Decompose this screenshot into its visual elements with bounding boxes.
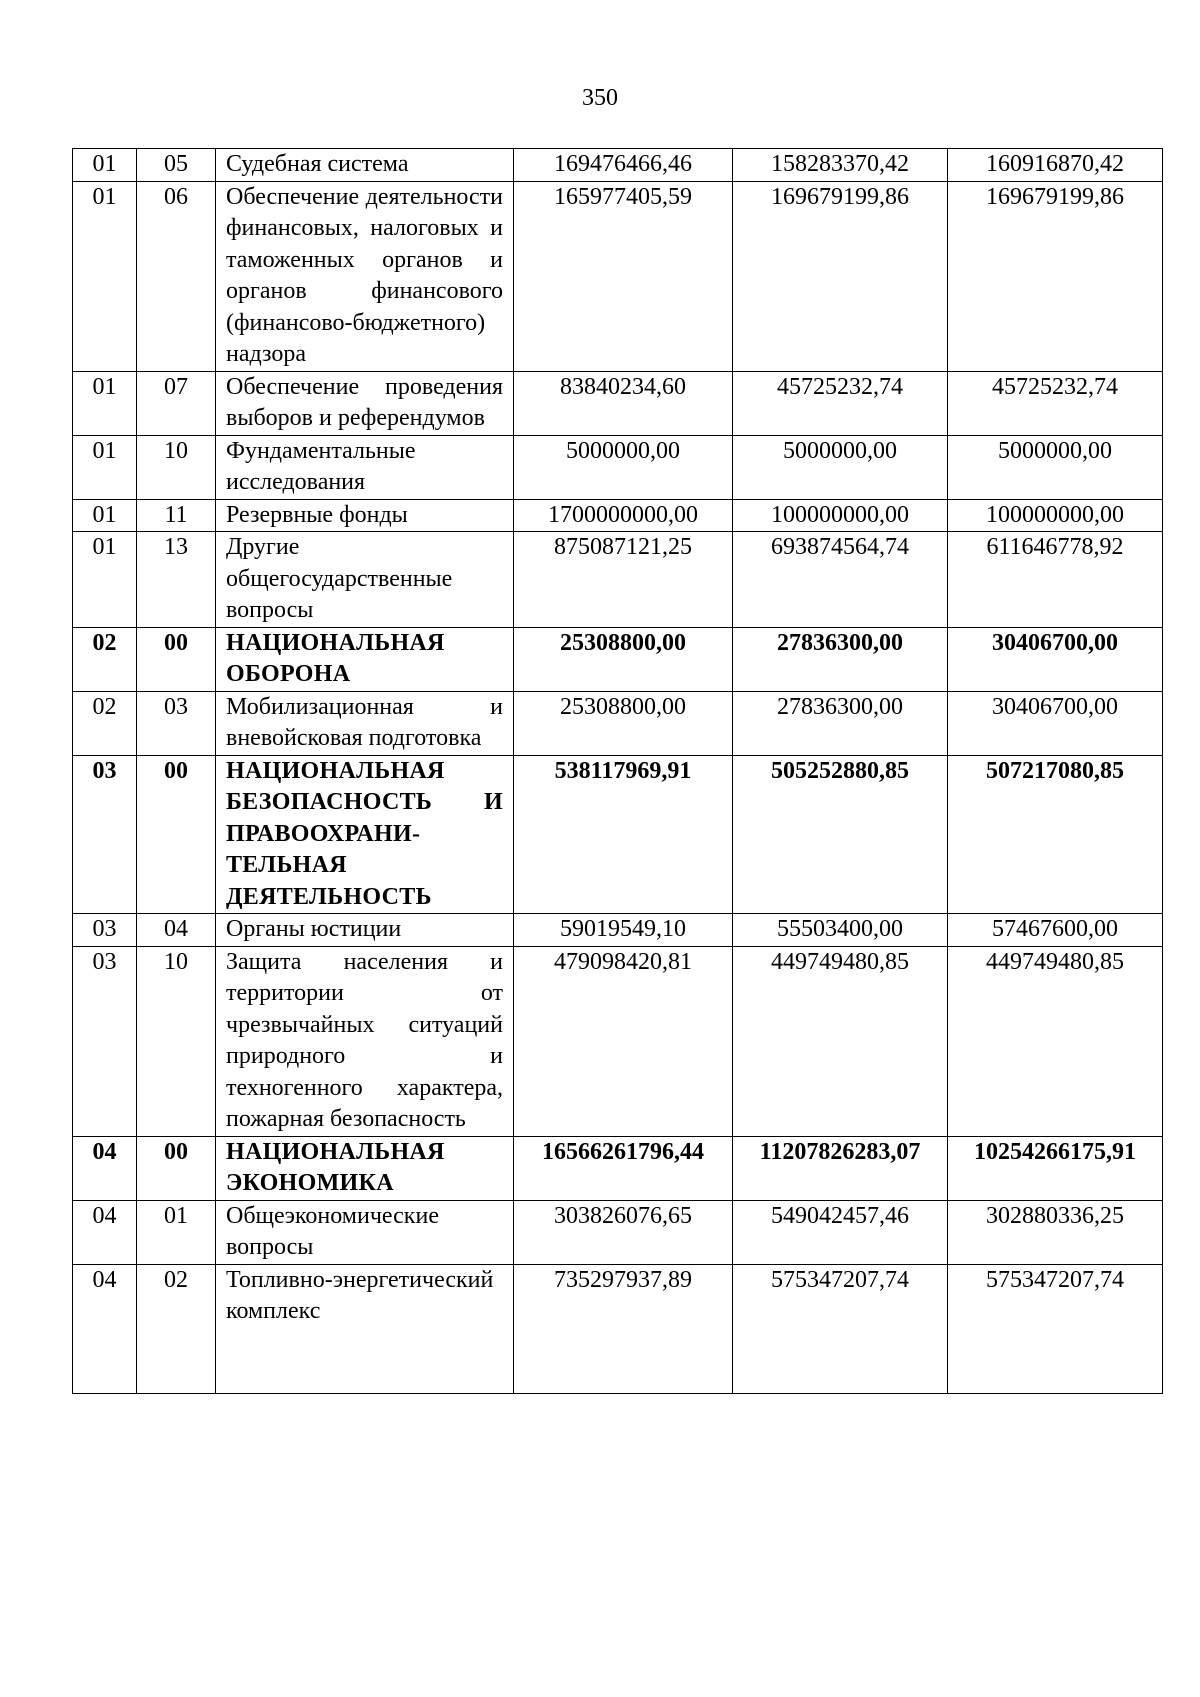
year1-amount-cell: 5000000,00: [514, 435, 733, 499]
year1-amount-cell: 165977405,59: [514, 181, 733, 371]
page-number: 350: [582, 85, 618, 111]
year2-amount-cell: 158283370,42: [733, 149, 948, 182]
section-code-cell: 01: [73, 149, 137, 182]
subsection-code-cell: 01: [137, 1200, 216, 1264]
subsection-code-cell: 10: [137, 946, 216, 1136]
item-name-cell: НАЦИОНАЛЬНАЯ БЕЗОПАСНОСТЬ И ПРАВООХРАНИ-ТЕЛЬНАЯ ДЕЯТЕЛЬНОСТЬ: [216, 755, 514, 914]
subsection-code-cell: 11: [137, 499, 216, 532]
table-row: [73, 499, 1163, 532]
subsection-code-cell: 04: [137, 914, 216, 947]
year1-amount-cell: 538117969,91: [514, 755, 733, 914]
table-row: [73, 691, 1163, 755]
year3-amount-cell: 30406700,00: [948, 691, 1163, 755]
item-name-cell: Фундаментальные исследования: [216, 435, 514, 499]
section-total-row: [73, 755, 1163, 914]
section-total-row: [73, 1136, 1163, 1200]
year3-amount-cell: 100000000,00: [948, 499, 1163, 532]
year2-amount-cell: 5000000,00: [733, 435, 948, 499]
year1-amount-cell: 479098420,81: [514, 946, 733, 1136]
year3-amount-cell: 611646778,92: [948, 532, 1163, 628]
subsection-code-cell: 00: [137, 1136, 216, 1200]
year2-amount-cell: 45725232,74: [733, 371, 948, 435]
subsection-code-cell: 02: [137, 1264, 216, 1393]
year1-amount-cell: 875087121,25: [514, 532, 733, 628]
item-name-cell: Защита населения и территории от чрезвычайных ситуаций природного и техногенного характера, пожарная безопасность: [216, 946, 514, 1136]
year2-amount-cell: 55503400,00: [733, 914, 948, 947]
year1-amount-cell: 1700000000,00: [514, 499, 733, 532]
budget-table: [72, 148, 1163, 1394]
item-name-cell: НАЦИОНАЛЬНАЯ ОБОРОНА: [216, 627, 514, 691]
section-code-cell: 01: [73, 499, 137, 532]
table-row: [73, 435, 1163, 499]
table-row: [73, 181, 1163, 371]
year2-amount-cell: 693874564,74: [733, 532, 948, 628]
section-code-cell: 03: [73, 755, 137, 914]
subsection-code-cell: 06: [137, 181, 216, 371]
year3-amount-cell: 160916870,42: [948, 149, 1163, 182]
year2-amount-cell: 575347207,74: [733, 1264, 948, 1393]
item-name-cell: Резервные фонды: [216, 499, 514, 532]
subsection-code-cell: 00: [137, 627, 216, 691]
table-row: [73, 1264, 1163, 1393]
item-name-cell: Другие общегосударственные вопросы: [216, 532, 514, 628]
year1-amount-cell: 25308800,00: [514, 627, 733, 691]
item-name-cell: Топливно-энергетический комплекс: [216, 1264, 514, 1393]
section-code-cell: 04: [73, 1264, 137, 1393]
section-code-cell: 01: [73, 371, 137, 435]
year3-amount-cell: 575347207,74: [948, 1264, 1163, 1393]
section-code-cell: 03: [73, 914, 137, 947]
year2-amount-cell: 549042457,46: [733, 1200, 948, 1264]
item-name-cell: Судебная система: [216, 149, 514, 182]
item-name-cell: Общеэкономические вопросы: [216, 1200, 514, 1264]
year2-amount-cell: 505252880,85: [733, 755, 948, 914]
year3-amount-cell: 30406700,00: [948, 627, 1163, 691]
section-code-cell: 04: [73, 1200, 137, 1264]
table-row: [73, 149, 1163, 182]
year3-amount-cell: 45725232,74: [948, 371, 1163, 435]
year1-amount-cell: 16566261796,44: [514, 1136, 733, 1200]
year1-amount-cell: 303826076,65: [514, 1200, 733, 1264]
subsection-code-cell: 07: [137, 371, 216, 435]
year1-amount-cell: 169476466,46: [514, 149, 733, 182]
table-row: [73, 532, 1163, 628]
item-name-cell: Органы юстиции: [216, 914, 514, 947]
item-name-cell: Обеспечение проведения выборов и референдумов: [216, 371, 514, 435]
year3-amount-cell: 169679199,86: [948, 181, 1163, 371]
year3-amount-cell: 10254266175,91: [948, 1136, 1163, 1200]
table-row: [73, 371, 1163, 435]
subsection-code-cell: 00: [137, 755, 216, 914]
year3-amount-cell: 449749480,85: [948, 946, 1163, 1136]
subsection-code-cell: 05: [137, 149, 216, 182]
item-name-cell: Мобилизационная и вневойсковая подготовка: [216, 691, 514, 755]
section-total-row: [73, 627, 1163, 691]
table-row: [73, 914, 1163, 947]
subsection-code-cell: 10: [137, 435, 216, 499]
year2-amount-cell: 169679199,86: [733, 181, 948, 371]
section-code-cell: 03: [73, 946, 137, 1136]
year1-amount-cell: 83840234,60: [514, 371, 733, 435]
year1-amount-cell: 59019549,10: [514, 914, 733, 947]
year1-amount-cell: 25308800,00: [514, 691, 733, 755]
section-code-cell: 02: [73, 691, 137, 755]
year2-amount-cell: 449749480,85: [733, 946, 948, 1136]
section-code-cell: 01: [73, 181, 137, 371]
year2-amount-cell: 11207826283,07: [733, 1136, 948, 1200]
item-name-cell: НАЦИОНАЛЬНАЯ ЭКОНОМИКА: [216, 1136, 514, 1200]
year1-amount-cell: 735297937,89: [514, 1264, 733, 1393]
item-name-cell: Обеспечение деятельности финансовых, налоговых и таможенных органов и органов финансового (финансово-бюджетного) надзора: [216, 181, 514, 371]
section-code-cell: 01: [73, 435, 137, 499]
year2-amount-cell: 27836300,00: [733, 691, 948, 755]
section-code-cell: 01: [73, 532, 137, 628]
year2-amount-cell: 27836300,00: [733, 627, 948, 691]
year3-amount-cell: 57467600,00: [948, 914, 1163, 947]
subsection-code-cell: 13: [137, 532, 216, 628]
year3-amount-cell: 302880336,25: [948, 1200, 1163, 1264]
year3-amount-cell: 5000000,00: [948, 435, 1163, 499]
subsection-code-cell: 03: [137, 691, 216, 755]
table-row: [73, 946, 1163, 1136]
table-row: [73, 1200, 1163, 1264]
year2-amount-cell: 100000000,00: [733, 499, 948, 532]
section-code-cell: 02: [73, 627, 137, 691]
section-code-cell: 04: [73, 1136, 137, 1200]
year3-amount-cell: 507217080,85: [948, 755, 1163, 914]
